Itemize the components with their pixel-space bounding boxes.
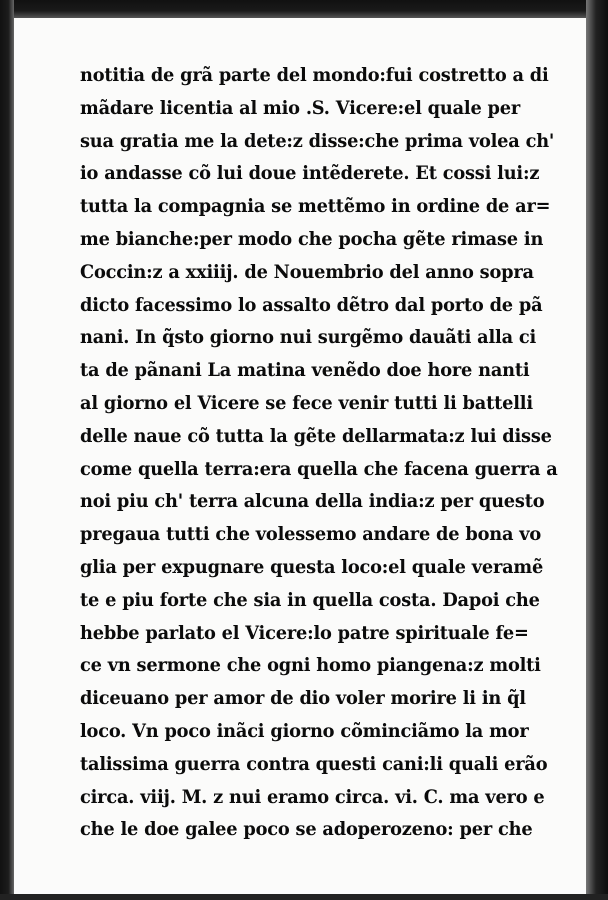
text-line: al giorno el Vicere se fece venir tutti li battelli [80,392,533,414]
text-line: Coccin:z a xxiiij. de Nouembrio del anno sopra [80,261,534,283]
text-line: dicto facessimo lo assalto dẽtro dal porto de pã [80,294,543,316]
text-line: glia per expugnare questa loco:el quale veramẽ [80,556,544,578]
text-line: ce vn sermone che ogni homo piangena:z molti [80,655,541,677]
scan-border-top [0,0,608,18]
text-line: ta de pãnani La matina venẽdo doe hore nanti [80,360,530,382]
text-line: io andasse cõ lui doue intẽderete. Et cossi lui:z [80,163,540,185]
text-line: noi piu ch' terra alcuna della india:z per questo [80,491,545,513]
text-line: tutta la compagnia se mettẽmo in ordine de ar= [80,196,551,218]
text-line: pregaua tutti che volessemo andare de bona vo [80,524,542,546]
text-line: diceuano per amor de dio voler morire li in q̃l [80,688,526,710]
text-line: come quella terra:era quella che facena guerra a [80,458,558,480]
scan-border-bottom [0,894,608,900]
text-line: me bianche:per modo che pocha gẽte rimase in [80,228,544,250]
text-line: te e piu forte che sia in quella costa. Dapoi che [80,589,540,611]
text-line: che le doe galee poco se adoperozeno: per che [80,819,533,841]
scan-border-left [0,0,14,900]
text-line: nani. In q̃sto giorno nui surgẽmo dauãti alla ci [80,327,537,349]
body-text [80,60,568,847]
text-line: delle naue cõ tutta la gẽte dellarmata:z lui disse [80,425,552,447]
scan-border-right [586,0,608,900]
text-line: talissima guerra contra questi cani:li quali erão [80,753,548,775]
text-line: loco. Vn poco inãci giorno cõminciãmo la mor [80,720,529,742]
text-line: sua gratia me la dete:z disse:che prima volea ch' [80,130,555,152]
text-line: mãdare licentia al mio .S. Vicere:el quale per [80,97,521,119]
text-line: notitia de grã parte del mondo:fui costretto a di [80,65,549,86]
text-line: circa. viij. M. z nui eramo circa. vi. C. ma vero e [80,786,545,808]
text-line: hebbe parlato el Vicere:lo patre spirituale fe= [80,622,529,644]
